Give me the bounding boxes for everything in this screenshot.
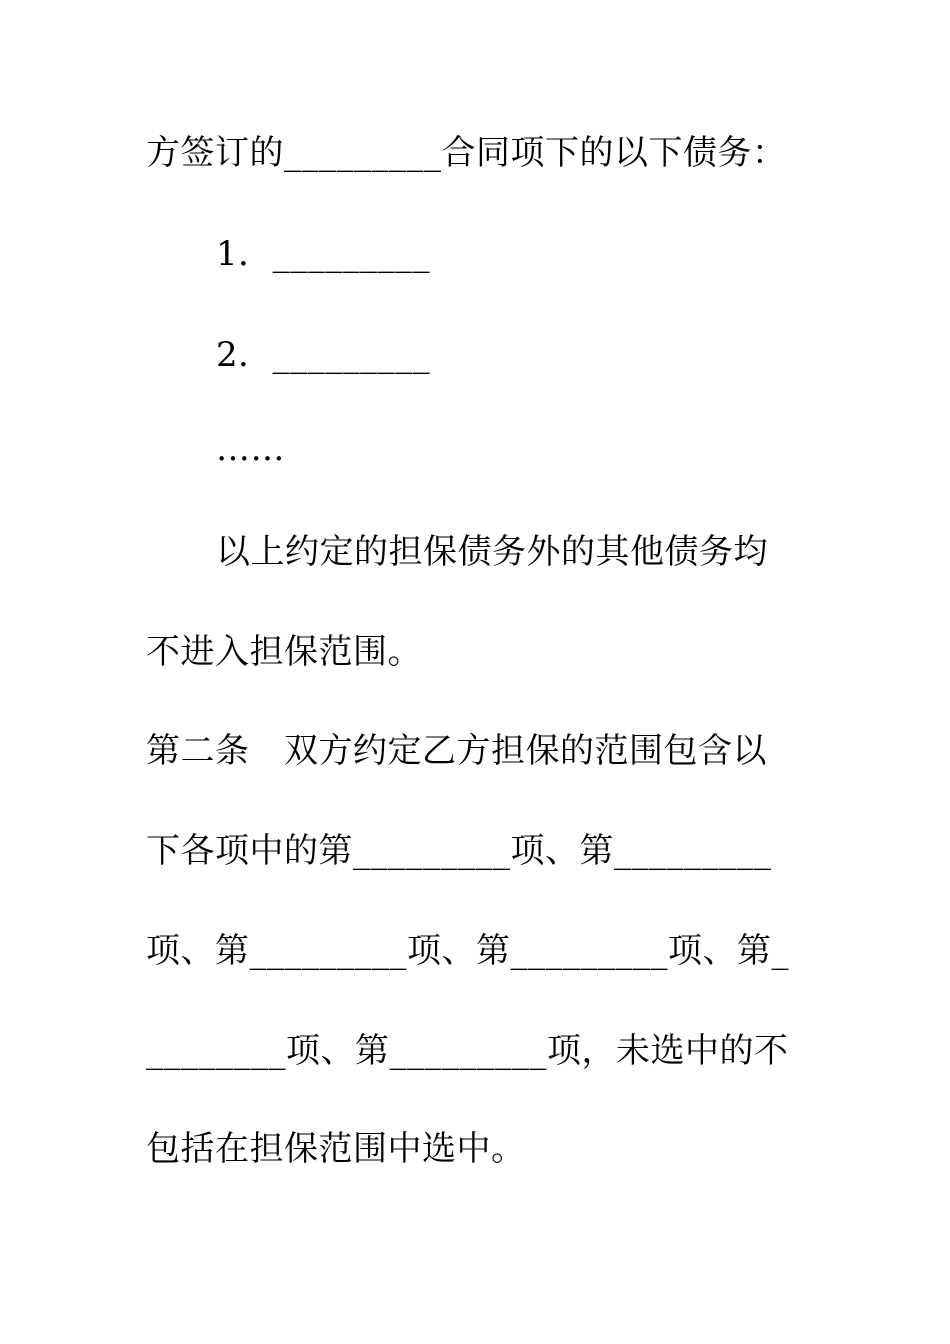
ellipsis-line: ……: [216, 429, 285, 469]
text-line-5: 项、第_________项、第_________项、第_: [146, 931, 789, 971]
text-line-4: 下各项中的第_________项、第_________: [146, 831, 772, 871]
text-line-7: 包括在担保范围中选中。: [146, 1129, 526, 1169]
article-2-heading-line: 第二条 双方约定乙方担保的范围包含以: [146, 731, 767, 771]
text-line-3: 不进入担保范围。: [146, 632, 422, 672]
text-line-6: ________项、第_________项，未选中的不: [146, 1031, 789, 1071]
list-item-1: 1．_________: [216, 234, 431, 274]
list-item-2: 2．_________: [216, 335, 431, 375]
text-line-2: 以上约定的担保债务外的其他债务均: [216, 532, 768, 572]
text-line-1: 方签订的_________合同项下的以下债务：: [146, 133, 787, 173]
